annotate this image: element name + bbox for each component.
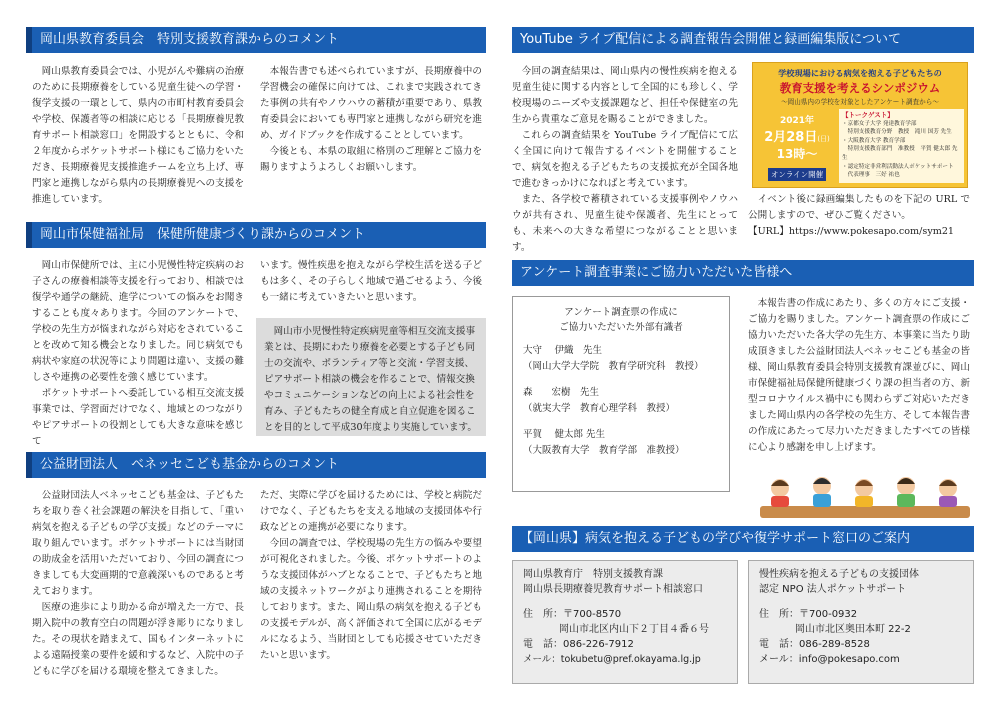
city-comment-col1 xyxy=(32,258,244,450)
expert-affiliation: （大阪教育大学 教育学部 准教授） xyxy=(523,445,685,456)
paragraph: ただ、実際に学びを届けるためには、学校と病院だけでなく、子どもたちを支える地域の支援団体や行政などとの連携が必要になります。 xyxy=(260,490,482,533)
child-figure xyxy=(813,477,831,507)
section-heading-survey-thanks: アンケート調査事業にご協力いただいた皆様へ xyxy=(512,260,974,286)
banner-guest-label: 【トークゲスト】 xyxy=(842,111,894,119)
paragraph: 今回の調査では、学校現場の先生方の悩みや要望が可視化されました。今後、ポケットサポートのような支援団体がハブとなることで、子どもたちと地域の支援ネットワークがより連携されることを期待しております。また、岡山県の病気を抱える子どもの支援モデルが、高く評価されて全国に広がるモデルになるよう、当財団としても応援させていただきたいと思います。 xyxy=(260,538,482,661)
section-heading-youtube-report: YouTube ライブ配信による調査報告会開催と録画編集版について xyxy=(512,27,974,53)
section-heading-support-desks: 【岡山県】病気を抱える子どもの学びや復学サポート窓口のご案内 xyxy=(512,526,974,552)
contact-phone[interactable]: 電 話：086-289-8528 xyxy=(759,639,870,650)
banner-guest-line: ・京都女子大学 発達教育学部 xyxy=(842,120,917,127)
experts-box-title: アンケート調査票の作成に xyxy=(564,307,678,318)
paragraph: 岡山県教育委員会では、小児がんや難病の治療のために長期療養をしている児童生徒への学習・復学支援の一環として、県内の市町村教育委員会や学校、保護者等の相談に応じる「長期療養児教育サポート相談窓口」を開設するとともに、令和２年度からポケットサポート様にもご協力をいただき、長期療養児支援推進チームを立ち上げ、専門家と連携しながら県内の長期療養児への支援を推進しています。 xyxy=(32,66,244,205)
banner-online: オンライン開催 xyxy=(768,168,826,181)
banner-guest-box xyxy=(839,109,964,183)
child-figure xyxy=(939,479,957,507)
banner-title-line1: 学校現場における病気を抱える子どもたちの xyxy=(778,68,942,78)
contact-email[interactable]: メール：info@pokesapo.com xyxy=(759,654,900,665)
paragraph: 本報告書でも述べられていますが、長期療養中の学習機会の確保に向けては、これまで実践されてきた事例の共有やノウハウの蓄積が重要であり、県教育委員会においても専門家と連携しながら研究を進め、ガイドブックを作成することとしています。 xyxy=(260,66,482,141)
contact-org: 岡山県教育庁 特別支援教育課 xyxy=(523,569,663,580)
banner-guest-line: 代表理事 三好 祐也 xyxy=(842,172,900,179)
survey-thanks-text xyxy=(748,296,970,456)
child-figure xyxy=(771,479,789,507)
banner-title-line2: 教育支援を考えるシンポジウム xyxy=(779,81,941,95)
paragraph: また、各学校で蓄積されている支援事例やノウハウが共有され、児童生徒や保護者、先生にとっても、未来への大きな希望につながることと思います。 xyxy=(512,194,738,253)
prefecture-comment-col2 xyxy=(260,64,482,176)
paragraph: 医療の進歩により助かる命が増えた一方で、長期入院中の教育空白の問題が浮き彫りになりました。その現状を踏まえて、国もインターネットによる遠隔授業の要件を緩和するなど、入院中の子どもに学びを届ける環境を整えてきました。 xyxy=(32,602,244,677)
paragraph: ポケットサポートへ委託している相互交流支援事業では、学習面だけでなく、地域とのつながりやピアサポートの役割としても大きな意味を感じて xyxy=(32,388,244,447)
banner-subtitle: 〜岡山県内の学校を対象としたアンケート調査から〜 xyxy=(781,98,939,106)
contact-email[interactable]: メール：tokubetu@pref.okayama.lg.jp xyxy=(523,654,701,665)
paragraph: 岡山市保健所では、主に小児慢性特定疾病のお子さんの療養相談等支援を行っており、相談では復学や通学の継続、進学についての悩みをお聞きすることも度々あります。今回のアンケートで、学校の先生方が悩まれながら対応をされていることを改めて知る機会となりました。同じ病気でも病状や家庭の状況等により問題は違い、支援の難しさや連携の必要性を強く感じています。 xyxy=(32,260,244,383)
banner-guest-line: 特別支援教育分野 教授 滝川 国芳 先生 xyxy=(842,129,952,136)
banner-guest-line: 特別支援教育部門 准教授 平賀 健太郎 先生 xyxy=(842,146,958,161)
expert-affiliation: （岡山大学大学院 教育学研究科 教授） xyxy=(523,361,704,372)
children-illustration xyxy=(760,464,970,520)
desk xyxy=(760,506,970,518)
paragraph: イベント後に録画編集したものを下記の URL で公開しますので、ぜひご覧ください。 xyxy=(748,194,970,221)
banner-day: (日) xyxy=(817,135,830,143)
contact-phone[interactable]: 電 話：086-226-7912 xyxy=(523,639,634,650)
banner-date: 2月28日 xyxy=(764,130,818,145)
banner-year: 2021年 xyxy=(779,116,815,126)
banner-guest-line: ・大阪教育大学 教育学部 xyxy=(842,137,906,144)
contact-address: 岡山市北区奥田本町 22-2 xyxy=(795,624,911,635)
paragraph: 公益財団法人ベネッセこども基金は、子どもたちを取り巻く社会課題の解決を目指して、「重い病気を抱える子どもの学び支援」などのテーマに取り組んでいます。ポケットサポートには当財団の助成金を活用いただいており、今回の調査につきましても大変画期的で意義深いものであると考えております。 xyxy=(32,490,244,597)
prefecture-comment-col1 xyxy=(32,64,244,208)
paragraph: 本報告書の作成にあたり、多くの方々にご支援・ご協力を賜りました。アンケート調査票の作成にご協力いただいた各大学の先生方、本事業に当たり助成頂きました公益財団法人ベネッセこども基金の皆様、岡山県教育委員会特別支援教育課並びに、岡山市保健福祉局保健所健康づくり課の担当者の方、新型コロナウイルス禍中にも関わらずご対応いただきました岡山県内の各学校の先生方、そして本報告書の作成にあたって尽力いただきましたすべての皆様に心より感謝を申し上げます。 xyxy=(748,298,970,453)
contact-card-prefecture xyxy=(512,560,738,684)
city-comment-col2 xyxy=(260,258,482,306)
child-figure xyxy=(855,479,873,507)
child-figure xyxy=(897,477,915,507)
exchange-support-note xyxy=(256,318,486,436)
contact-address: 岡山市北区内山下２丁目４番６号 xyxy=(559,624,709,635)
recording-url[interactable]: 【URL】https://www.pokesapo.com/sym21 xyxy=(748,226,955,237)
paragraph: います。慢性疾患を抱えながら学校生活を送る子どもは多く、その子らしく地域で過ごせるよう、今後も一緒に考えていきたいと思います。 xyxy=(260,260,482,303)
expert-affiliation: （就実大学 教育心理学科 教授） xyxy=(523,403,676,414)
expert-name: 大守 伊織 先生 xyxy=(523,345,603,356)
paragraph: これらの調査結果を YouTube ライブ配信にて広く全国に向けて報告するイベントを開催することで、病気を抱える子どもたちの支援拡充が全国各地で進むきっかけになればと考えています。 xyxy=(512,130,738,189)
contact-org: 岡山県長期療養児教育サポート相談窓口 xyxy=(523,584,703,595)
paragraph: 今後とも、本県の取組に格別のご理解とご協力を賜りますようよろしくお願いします。 xyxy=(260,146,482,173)
section-heading-city-health: 岡山市保健福祉局 保健所健康づくり課からのコメント xyxy=(26,222,486,248)
expert-name: 平賀 健太郎 先生 xyxy=(523,429,606,440)
section-heading-benesse: 公益財団法人 ベネッセこども基金からのコメント xyxy=(26,452,486,478)
banner-guest-line: ・認定特定非営利活動法人ポケットサポート xyxy=(842,163,954,170)
youtube-text xyxy=(512,64,738,256)
section-heading-prefecture-board: 岡山県教育委員会 特別支援教育課からのコメント xyxy=(26,27,486,53)
benesse-comment-col1 xyxy=(32,488,244,680)
paragraph: 岡山市小児慢性特定疾病児童等相互交流支援事業とは、長期にわたり療養を必要とする子ども同士の交流や、ボランティア等と交流・学習支援、ピアサポート相談の機会を作ることで、情報交換やコミュニケーションなどの向上による社会性を育み、子どもたちの健全育成と自立促進を図ることを目的として平成30年度より実施しています。 xyxy=(264,326,477,433)
paragraph: 今回の調査結果は、岡山県内の慢性疾病を抱える児童生徒に関する内容として全国的にも珍しく、学校現場のニーズや支援課題など、担任や保健室の先生から貴重なご意見を賜ることができました。 xyxy=(512,66,738,125)
contact-address-label: 住 所：〒700-8570 xyxy=(523,609,622,620)
banner-date-block xyxy=(758,109,836,183)
benesse-comment-col2 xyxy=(260,488,482,664)
external-experts-box xyxy=(512,296,730,492)
experts-box-title: ご協力いただいた外部有識者 xyxy=(559,322,683,333)
contact-address-label: 住 所：〒700-0932 xyxy=(759,609,858,620)
banner-time: 13時〜 xyxy=(776,147,818,161)
contact-org: 慢性疾病を抱える子どもの支援団体 xyxy=(759,569,919,580)
contact-org: 認定 NPO 法人ポケットサポート xyxy=(759,584,907,595)
contact-card-pocket-support xyxy=(748,560,974,684)
recording-note xyxy=(748,192,970,224)
symposium-banner xyxy=(752,62,968,188)
expert-name: 森 宏樹 先生 xyxy=(523,387,600,398)
